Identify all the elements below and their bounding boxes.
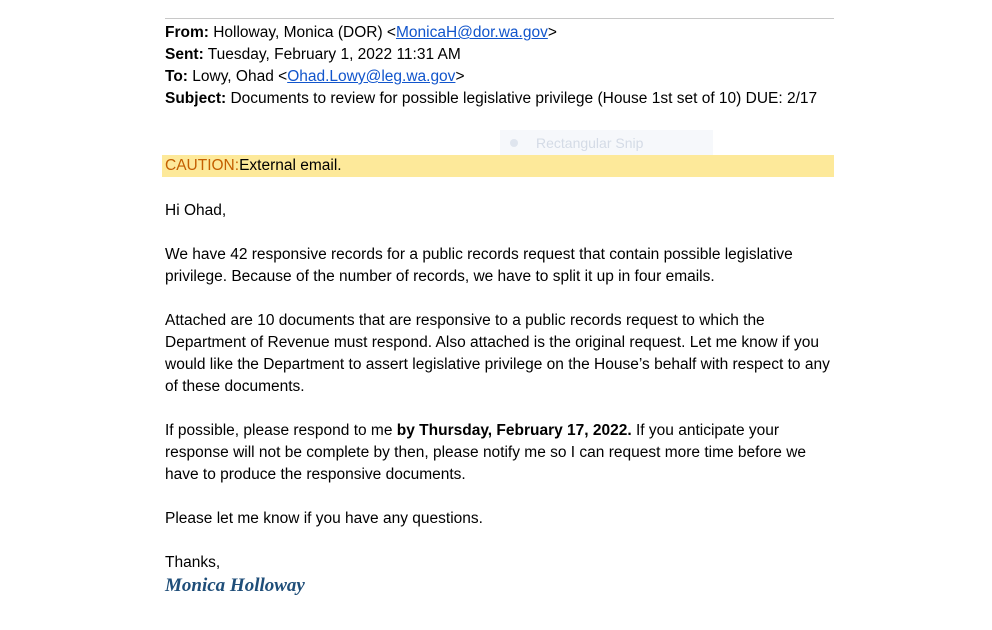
sent-value: Tuesday, February 1, 2022 11:31 AM <box>203 46 461 63</box>
sent-label: Sent: <box>165 46 204 63</box>
email-body <box>165 200 833 598</box>
subject-value: Documents to review for possible legislative privilege (House 1st set of 10) DUE: 2/17 <box>226 90 818 107</box>
header-divider <box>165 18 834 19</box>
caution-label: CAUTION: <box>165 157 240 174</box>
caution-text: External email. <box>239 157 342 174</box>
from-label: From: <box>165 24 209 41</box>
deadline-pre: If possible, please respond to me <box>165 422 397 439</box>
from-line <box>165 22 835 44</box>
snip-label: Rectangular Snip <box>536 135 644 151</box>
signature: Monica Holloway <box>165 575 305 596</box>
to-label: To: <box>165 68 188 85</box>
closing: Thanks, <box>165 554 221 571</box>
to-line <box>165 66 835 88</box>
to-close: > <box>455 68 465 85</box>
to-name: Lowy, Ohad < <box>187 68 288 85</box>
snip-dot-icon <box>510 139 518 147</box>
paragraph-deadline <box>165 420 833 486</box>
paragraph-attachments: Attached are 10 documents that are responsive to a public records request to which the Department of Revenue must respond. Also attached is the original request. Let me know if you would like the Department to assert legislative privilege on the House’s behalf with respect to any of these documents. <box>165 312 830 395</box>
greeting: Hi Ohad, <box>165 202 227 219</box>
from-name: Holloway, Monica (DOR) < <box>208 24 396 41</box>
paragraph-questions: Please let me know if you have any questions. <box>165 510 483 527</box>
caution-banner <box>162 155 834 177</box>
email-header <box>165 22 835 110</box>
deadline-post: If you anticipate your response will not be complete by then, please notify me so I can request more time before we have to produce the responsive documents. <box>165 422 807 483</box>
from-email-link[interactable]: MonicaH@dor.wa.gov <box>395 24 548 41</box>
rectangular-snip-overlay <box>500 130 713 156</box>
sent-line <box>165 44 835 66</box>
subject-line <box>165 88 835 110</box>
paragraph-records: We have 42 responsive records for a public records request that contain possible legislative privilege. Because of the number of records, we have to split it up in four emails. <box>165 246 793 285</box>
subject-label: Subject: <box>165 90 227 107</box>
to-email-link[interactable]: Ohad.Lowy@leg.wa.gov <box>287 68 456 85</box>
from-close: > <box>547 24 557 41</box>
deadline-date: by Thursday, February 17, 2022. <box>396 422 632 439</box>
